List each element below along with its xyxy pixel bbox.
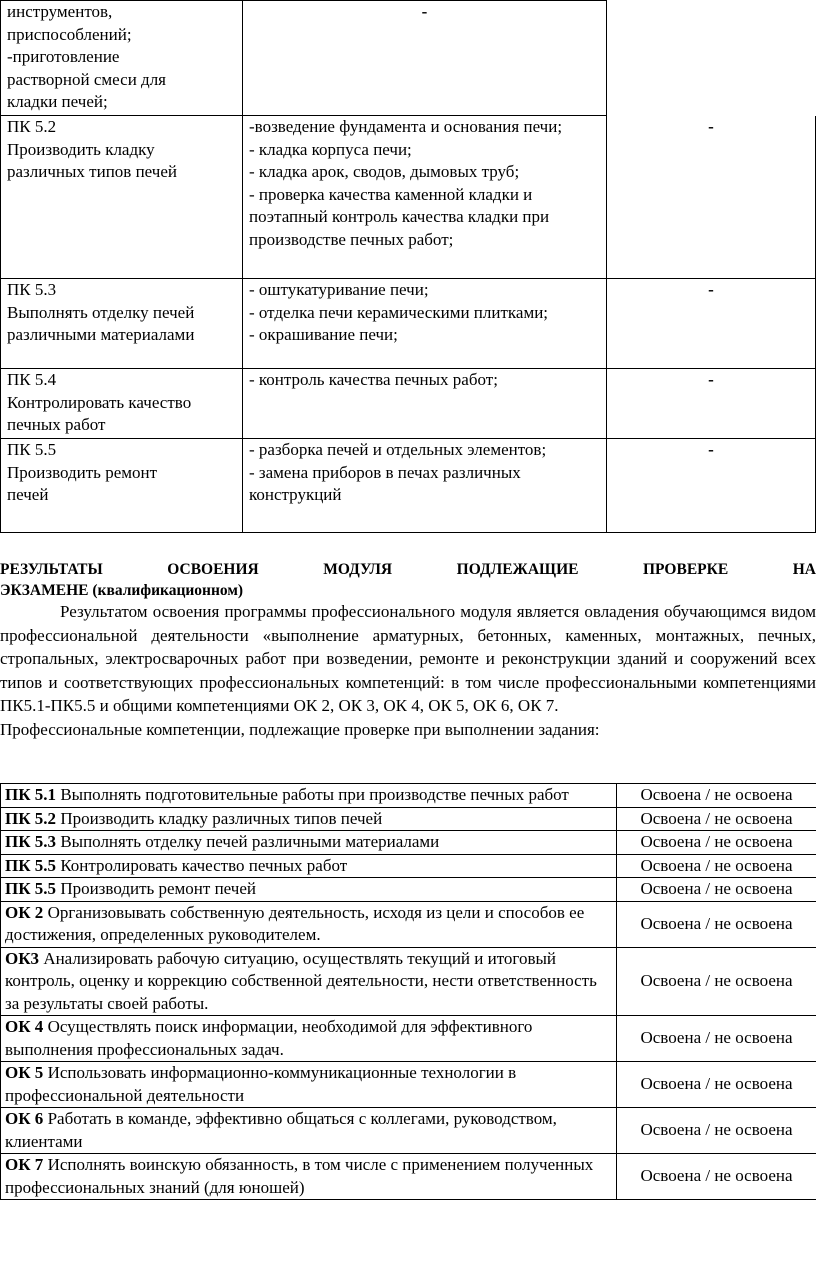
dash-mark: - bbox=[421, 2, 428, 21]
competence-text: Исполнять воинскую обязанность, в том числе с применением полученных профессиональных знаний (для юношей) bbox=[5, 1155, 594, 1197]
table2-row bbox=[1, 947, 816, 1016]
competence-line: Выполнять отделку печей bbox=[7, 302, 195, 322]
note-cell bbox=[607, 439, 816, 533]
activity-item: - проверка качества каменной кладки и поэтапный контроль качества кладки при производстве печных работ; bbox=[249, 184, 550, 249]
table2-row bbox=[1, 1016, 816, 1062]
status-cell: Освоена / не освоена bbox=[617, 1016, 816, 1062]
note-cell bbox=[607, 116, 816, 279]
status-cell: Освоена / не освоена bbox=[617, 1108, 816, 1154]
competence-text: Осуществлять поиск информации, необходимой для эффективного выполнения профессиональных задач. bbox=[5, 1017, 533, 1059]
competence-code: ОК 5 bbox=[5, 1063, 44, 1082]
competence-line: различных типов печей bbox=[7, 162, 177, 181]
competence-cell bbox=[1, 279, 243, 369]
competence-description-cell bbox=[1, 947, 617, 1016]
status-cell: Освоена / не освоена bbox=[617, 947, 816, 1016]
competence-line: растворной смеси для bbox=[7, 69, 166, 89]
heading-word: ПРОВЕРКЕ bbox=[643, 561, 729, 578]
competence-line: ПК 5.3 bbox=[7, 280, 57, 299]
competence-code: ОК 2 bbox=[5, 902, 44, 922]
competence-text: Анализировать рабочую ситуацию, осуществлять текущий и итоговый контроль, оценку и коррекцию собственной деятельности, нести ответственность за результаты своей работы. bbox=[5, 948, 597, 1013]
activity-item: - контроль качества печных работ; bbox=[249, 370, 498, 389]
status-cell: Освоена / не освоена bbox=[617, 807, 816, 831]
heading-word: МОДУЛЯ bbox=[323, 561, 393, 578]
competence-line: инструментов, bbox=[7, 2, 113, 21]
table-intro: Профессиональные компетенции, подлежащие проверке при выполнении задания: bbox=[0, 719, 600, 739]
status-cell: Освоена / не освоена bbox=[617, 901, 816, 947]
table2-row bbox=[1, 854, 816, 878]
competence-code: ПК 5.3 bbox=[5, 832, 57, 851]
dash-mark: - bbox=[708, 370, 714, 389]
competence-code: ОК3 bbox=[5, 948, 40, 968]
competence-cell bbox=[1, 369, 243, 439]
status-cell: Освоена / не освоена bbox=[617, 1154, 816, 1200]
status-cell: Освоена / не освоена bbox=[617, 1062, 816, 1108]
status-cell: Освоена / не освоена bbox=[617, 854, 816, 878]
activity-item: - замена приборов в печах различных конструкций bbox=[249, 462, 521, 504]
competence-line: Производить кладку bbox=[7, 139, 155, 159]
competence-text: Производить ремонт печей bbox=[56, 879, 256, 898]
competence-line: Производить ремонт bbox=[7, 462, 158, 482]
table1-row bbox=[1, 279, 816, 369]
heading-line-2: ЭКЗАМЕНЕ (квалификационном) bbox=[0, 582, 244, 599]
competence-line: ПК 5.5 bbox=[7, 440, 57, 459]
competence-code: ПК 5.5 bbox=[5, 879, 57, 898]
table2-row bbox=[1, 901, 816, 947]
competence-line: печей bbox=[7, 485, 49, 504]
note-cell bbox=[607, 1, 816, 116]
competence-line: печных работ bbox=[7, 415, 106, 434]
activity-item: - разборка печей и отдельных элементов; bbox=[249, 440, 547, 459]
competence-description-cell bbox=[1, 831, 617, 855]
table1-row bbox=[1, 1, 816, 116]
activities-cell bbox=[243, 116, 607, 279]
competence-text: Использовать информационно-коммуникационные технологии в профессиональной деятельности bbox=[5, 1063, 517, 1105]
status-cell: Освоена / не освоена bbox=[617, 878, 816, 902]
competence-line: кладки печей; bbox=[7, 92, 108, 111]
body-text bbox=[0, 600, 816, 741]
competence-text: Выполнять подготовительные работы при производстве печных работ bbox=[56, 785, 569, 804]
competence-description-cell bbox=[1, 901, 617, 947]
competence-line: приспособлений; bbox=[7, 24, 132, 44]
table1-row bbox=[1, 439, 816, 533]
heading-word: НА bbox=[792, 561, 816, 578]
table2-row bbox=[1, 878, 816, 902]
competence-text: Организовывать собственную деятельность, исходя из цели и способов ее достижения, определенных руководителем. bbox=[5, 902, 585, 944]
table2-row bbox=[1, 784, 816, 808]
table2-row bbox=[1, 807, 816, 831]
competence-code: ОК 7 bbox=[5, 1155, 44, 1174]
competence-text: Производить кладку различных типов печей bbox=[56, 808, 383, 828]
table2-row bbox=[1, 1062, 816, 1108]
activity-item: - окрашивание печи; bbox=[249, 325, 398, 344]
competence-description-cell bbox=[1, 878, 617, 902]
section-heading bbox=[0, 559, 816, 601]
status-cell: Освоена / не освоена bbox=[617, 784, 816, 808]
competence-line: Контролировать качество bbox=[7, 392, 192, 412]
activities-cell bbox=[243, 439, 607, 533]
dash-mark: - bbox=[708, 116, 714, 136]
activity-item: - отделка печи керамическими плитками; bbox=[249, 302, 549, 322]
competence-activities-table bbox=[0, 0, 816, 533]
competence-cell bbox=[1, 439, 243, 533]
activities-cell bbox=[243, 279, 607, 369]
competence-code: ПК 5.2 bbox=[5, 808, 57, 828]
competence-description-cell bbox=[1, 784, 617, 808]
competence-description-cell bbox=[1, 1108, 617, 1154]
competence-code: ПК 5.5 bbox=[5, 855, 57, 875]
activity-item: - кладка корпуса печи; bbox=[249, 139, 412, 159]
heading-word: РЕЗУЛЬТАТЫ bbox=[0, 561, 103, 578]
activities-cell bbox=[243, 369, 607, 439]
competence-cell bbox=[1, 1, 243, 116]
competence-line: ПК 5.2 bbox=[7, 117, 57, 136]
table2-row bbox=[1, 1154, 816, 1200]
competence-description-cell bbox=[1, 854, 617, 878]
note-cell bbox=[607, 369, 816, 439]
results-paragraph: Результатом освоения программы профессионального модуля является овладения обучающимся видом профессиональной деятельности «выполнение арматурных, бетонных, каменных, монтажных, печных, стропальных, электросварочных работ при возведении, ремонте и реконструкции зданий и сооружений всех типов и соответствующих профессиональных компетенций: в том числе профессиональными компетенциями ПК5.1-ПК5.5 и общими компетенциями ОК 2, ОК 3, ОК 4, ОК 5, ОК 6, ОК 7. bbox=[0, 602, 816, 715]
note-cell bbox=[607, 279, 816, 369]
competence-line: ПК 5.4 bbox=[7, 370, 57, 389]
competence-code: ОК 4 bbox=[5, 1017, 44, 1036]
activity-item: -возведение фундамента и основания печи; bbox=[249, 117, 563, 136]
competence-cell bbox=[1, 116, 243, 279]
heading-word: ПОДЛЕЖАЩИЕ bbox=[456, 561, 579, 578]
competence-code: ОК 6 bbox=[5, 1109, 44, 1128]
dash-mark: - bbox=[708, 440, 714, 459]
activity-item: - кладка арок, сводов, дымовых труб; bbox=[249, 162, 520, 181]
competence-description-cell bbox=[1, 807, 617, 831]
competence-description-cell bbox=[1, 1062, 617, 1108]
heading-line-1 bbox=[0, 559, 816, 580]
competence-description-cell bbox=[1, 1016, 617, 1062]
table2-row bbox=[1, 831, 816, 855]
table1-row bbox=[1, 369, 816, 439]
competence-text: Работать в команде, эффективно общаться с коллегами, руководством, клиентами bbox=[5, 1109, 557, 1151]
status-cell: Освоена / не освоена bbox=[617, 831, 816, 855]
competence-check-table bbox=[0, 783, 816, 1200]
table1-row bbox=[1, 116, 816, 279]
competence-text: Выполнять отделку печей различными материалами bbox=[56, 832, 440, 851]
competence-code: ПК 5.1 bbox=[5, 785, 57, 804]
heading-word: ОСВОЕНИЯ bbox=[167, 561, 259, 578]
activities-cell bbox=[243, 1, 607, 116]
competence-line: -приготовление bbox=[7, 47, 120, 66]
dash-mark: - bbox=[708, 280, 714, 299]
table2-row bbox=[1, 1108, 816, 1154]
competence-description-cell bbox=[1, 1154, 617, 1200]
competence-text: Контролировать качество печных работ bbox=[56, 855, 348, 875]
competence-line: различными материалами bbox=[7, 325, 195, 344]
activity-item: - оштукатуривание печи; bbox=[249, 280, 429, 299]
